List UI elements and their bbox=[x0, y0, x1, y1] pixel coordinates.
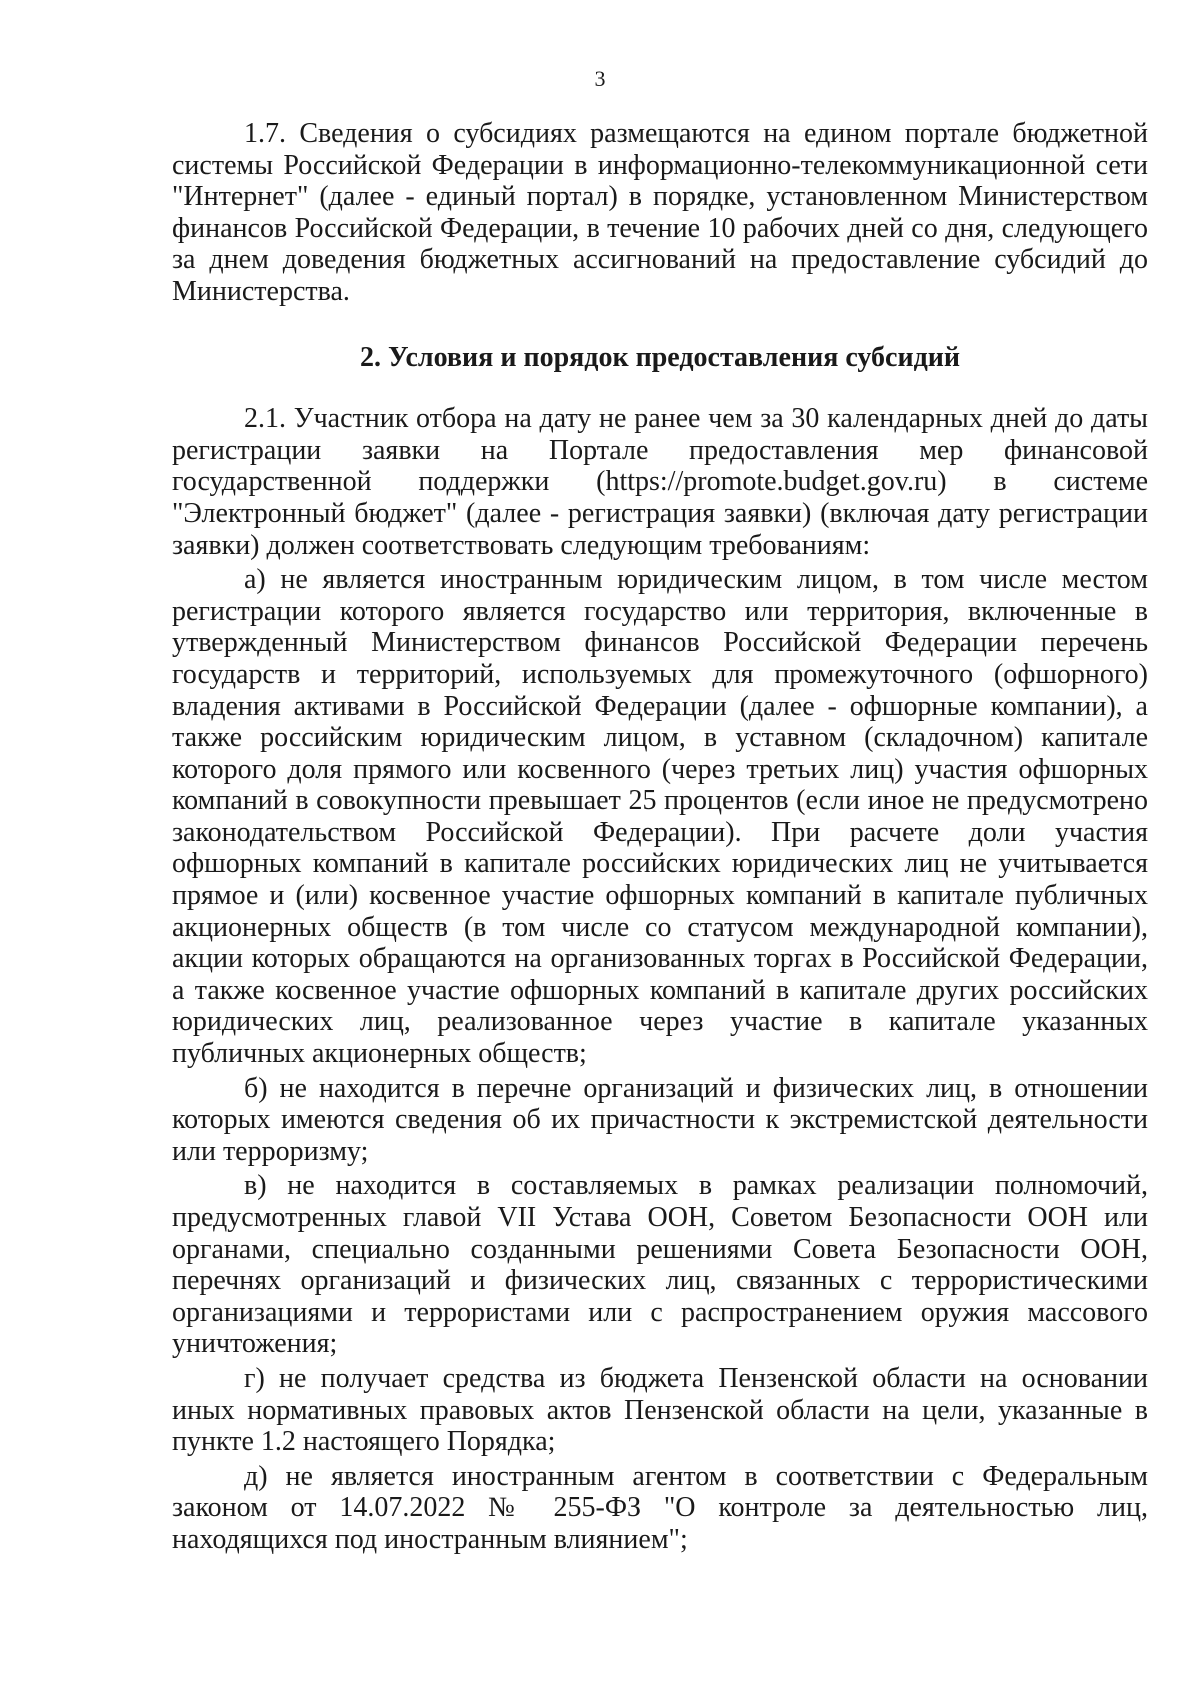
paragraph-item-a: а) не является иностранным юридическим лицом, в том числе местом регистрации которого является государство или территория, включенные в утвержденный Министерством финансов Российской Федерации перечень государств и территорий, используемых для промежуточного (офшорного) владения активами в Российской Федерации (далее - офшорные компании), а также российским юридическим лицом, в уставном (складочном) капитале которого доля прямого или косвенного (через третьих лиц) участия офшорных компаний в совокупности превышает 25 процентов (если иное не предусмотрено законодательством Российской Федерации). При расчете доли участия офшорных компаний в капитале российских юридических лиц не учитывается прямое и (или) косвенное участие офшорных компаний в капитале публичных акционерных обществ (в том числе со статусом международной компании), акции которых обращаются на организованных торгах в Российской Федерации, а также косвенное участие офшорных компаний в капитале других российских юридических лиц, реализованное через участие в капитале указанных публичных акционерных обществ; bbox=[172, 564, 1148, 1070]
paragraph-item-b: б) не находится в перечне организаций и физических лиц, в отношении которых имеются сведения об их причастности к экстремистской деятельности или терроризму; bbox=[172, 1072, 1148, 1167]
paragraph-1-7: 1.7. Сведения о субсидиях размещаются на едином портале бюджетной системы Российской Федерации в информационно-телекоммуникационной сети "Интернет" (далее - единый портал) в порядке, установленном Министерством финансов Российской Федерации, в течение 10 рабочих дней со дня, следующего за днем доведения бюджетных ассигнований на предоставление субсидий до Министерства. bbox=[172, 118, 1148, 307]
paragraph-2-1: 2.1. Участник отбора на дату не ранее чем за 30 календарных дней до даты регистрации заявки на Портале предоставления мер финансовой государственной поддержки (https://promote.budget.gov.ru) в системе "Электронный бюджет" (далее - регистрация заявки) (включая дату регистрации заявки) должен соответствовать следующим требованиям: bbox=[172, 403, 1148, 561]
paragraph-item-g: г) не получает средства из бюджета Пензенской области на основании иных нормативных правовых актов Пензенской области на цели, указанные в пункте 1.2 настоящего Порядка; bbox=[172, 1362, 1148, 1458]
section-heading: 2. Условия и порядок предоставления субсидий bbox=[359, 341, 961, 373]
page-number: 3 bbox=[594, 66, 606, 91]
document-body bbox=[172, 118, 1148, 1556]
paragraph-item-d: д) не является иностранным агентом в соответствии с Федеральным законом от 14.07.2022 № 255-ФЗ "О контроле за деятельностью лиц, находящихся под иностранным влиянием"; bbox=[172, 1460, 1148, 1555]
paragraph-item-v: в) не находится в составляемых в рамках реализации полномочий, предусмотренных главой VII Устава ООН, Советом Безопасности ООН или органами, специально созданными решениями Совета Безопасности ООН, перечнях организаций и физических лиц, связанных с террористическими организациями и террористами или с распространением оружия массового уничтожения; bbox=[172, 1170, 1148, 1360]
